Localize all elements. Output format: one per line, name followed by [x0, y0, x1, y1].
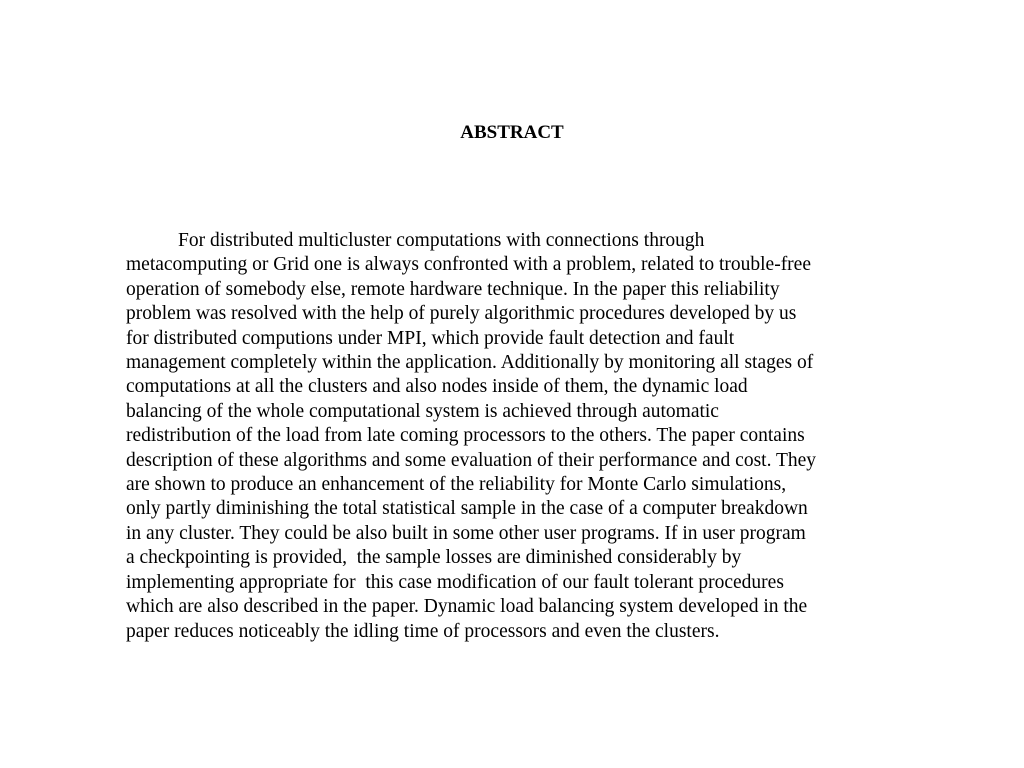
abstract-line: problem was resolved with the help of purely algorithmic procedures developed by us	[126, 303, 797, 325]
abstract-title: ABSTRACT	[460, 122, 564, 143]
abstract-line: for distributed computions under MPI, which provide fault detection and fault	[126, 327, 735, 349]
abstract-line: metacomputing or Grid one is always confronted with a problem, related to trouble-free	[126, 254, 811, 276]
abstract-body	[126, 229, 938, 644]
abstract-line: only partly diminishing the total statistical sample in the case of a computer breakdown	[126, 498, 808, 520]
abstract-line: paper reduces noticeably the idling time of processors and even the clusters.	[126, 620, 720, 642]
abstract-line: in any cluster. They could be also built in some other user programs. If in user program	[126, 522, 806, 544]
abstract-line: a checkpointing is provided, the sample losses are diminished considerably by	[126, 547, 742, 569]
abstract-line: redistribution of the load from late coming processors to the others. The paper contains	[126, 425, 805, 447]
abstract-line: management completely within the application. Additionally by monitoring all stages of	[126, 352, 814, 374]
abstract-line: are shown to produce an enhancement of the reliability for Monte Carlo simulations,	[126, 474, 787, 496]
abstract-line: computations at all the clusters and also nodes inside of them, the dynamic load	[126, 376, 748, 398]
abstract-line: balancing of the whole computational system is achieved through automatic	[126, 400, 719, 422]
abstract-line: implementing appropriate for this case modification of our fault tolerant procedures	[126, 571, 784, 593]
abstract-line: which are also described in the paper. Dynamic load balancing system developed in the	[126, 596, 808, 618]
abstract-line: description of these algorithms and some evaluation of their performance and cost. They	[126, 449, 817, 471]
abstract-line: operation of somebody else, remote hardware technique. In the paper this reliability	[126, 278, 780, 300]
abstract-line: For distributed multicluster computations with connections through	[178, 230, 705, 251]
